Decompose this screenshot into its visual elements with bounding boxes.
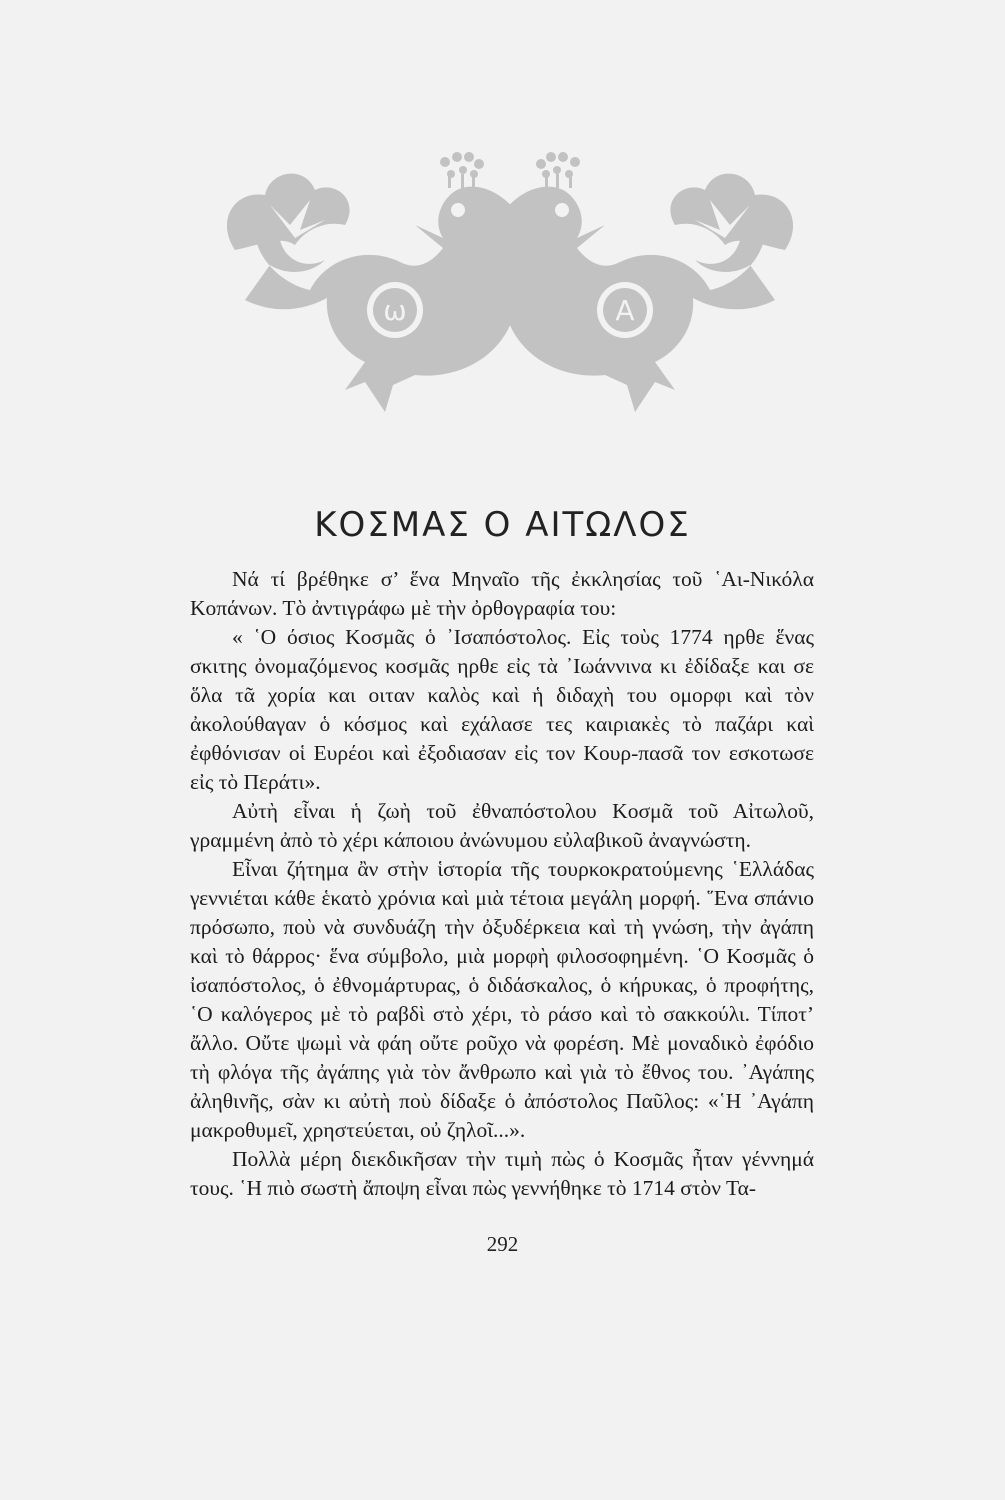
paragraph: Νά τί βρέθηκε σ’ ἕνα Μηναῖο τῆς ἐκκλησίας τοῦ ῾Αι-Νικόλα Κοπάνων. Τὸ ἀντιγράφω μὲ τὴν ὀρθογραφία του: xyxy=(190,567,814,620)
left-monogram: ω xyxy=(383,294,407,327)
right-bird-crown-icon xyxy=(536,152,580,188)
paragraph: Αὐτὴ εἶναι ἡ ζωὴ τοῦ ἐθναπόστολου Κοσμᾶ τοῦ Αἰτωλοῦ, γραμμένη ἀπὸ τὸ χέρι κάποιου ἀνώνυμου εὐλαβικοῦ ἀναγνώστη. xyxy=(190,799,814,852)
left-bird-crown-icon xyxy=(440,152,484,188)
body-text xyxy=(190,565,814,1203)
page-number: 292 xyxy=(486,1232,519,1256)
chapter-title: ΚΟΣΜΑΣ Ο ΑΙΤΩΛΟΣ xyxy=(314,505,691,545)
right-monogram: Α xyxy=(615,294,635,327)
twin-birds-ornament xyxy=(215,150,805,440)
paragraph-quote: « ῾Ο όσιος Κοσμᾶς ὁ ᾿Ισαπόστολος. Εἰς τοὺς 1774 ηρθε ἕνας σκιτης ὀνομαζόμενος κοσμᾶς ηρθε εἰς τὰ ᾿Ιωάννινα κι ἐδίδαξε και σε ὅλα τᾶ χορία και οιταν καλὸς καὶ ἡ διδαχὴ του ομορφι καὶ τὸν ἀκολούθαγαν ὁ κόσμος καὶ εχάλασε τες καιριακὲς τὸ παζάρι καὶ ἐφθόνισαν οἱ Ευρέοι καὶ ἐξοδιασαν εἰς τον Κουρ-πασᾶ τον εσκοτωσε εἰς τὸ Περάτι». xyxy=(190,625,814,794)
paragraph: Εἶναι ζήτημα ἂν στὴν ἱστορία τῆς τουρκοκρατούμενης ῾Ελλάδας γεννιέται κάθε ἑκατὸ χρόνια καὶ μιὰ τέτοια μεγάλη μορφή. ῞Ενα σπάνιο πρόσωπο, ποὺ νὰ συνδυάζη τὴν ὀξυδέρκεια καὶ τὴ γνώση, τὴν ἀγάπη καὶ τὸ θάρρος· ἕνα σύμβολο, μιὰ μορφὴ φιλοσοφημένη. ῾Ο Κοσμᾶς ὁ ἰσαπόστολος, ὁ ἐθνομάρτυρας, ὁ διδάσκαλος, ὁ κήρυκας, ὁ προφήτης, ῾Ο καλόγερος μὲ τὸ ραβδὶ στὸ χέρι, τὸ ράσο καὶ τὸ σακκούλι. Τίποτ’ ἄλλο. Οὔτε ψωμὶ νὰ φάη οὔτε ροῦχο νὰ φορέση. Μὲ μοναδικὸ ἐφόδιο τὴ φλόγα τῆς ἀγάπης γιὰ τὸν ἄνθρωπο καὶ γιὰ τὸ ἔθνος του. ᾿Αγάπης ἀληθινῆς, σὰν κι αὐτὴ ποὺ δίδαξε ὁ ἀπόστολος Παῦλος: «῾Η ᾿Αγάπη μακροθυμεῖ, χρηστεύεται, οὐ ζηλοῖ...». xyxy=(190,857,814,1142)
paragraph: Πολλὰ μέρη διεκδικῆσαν τὴν τιμὴ πὼς ὁ Κοσμᾶς ἦταν γέννημά τους. ῾Η πιὸ σωστὴ ἄποψη εἶναι πὼς γεννήθηκε τὸ 1714 στὸν Τα- xyxy=(190,1147,814,1200)
left-leaf-icon xyxy=(227,174,350,250)
right-leaf-icon xyxy=(670,174,793,250)
